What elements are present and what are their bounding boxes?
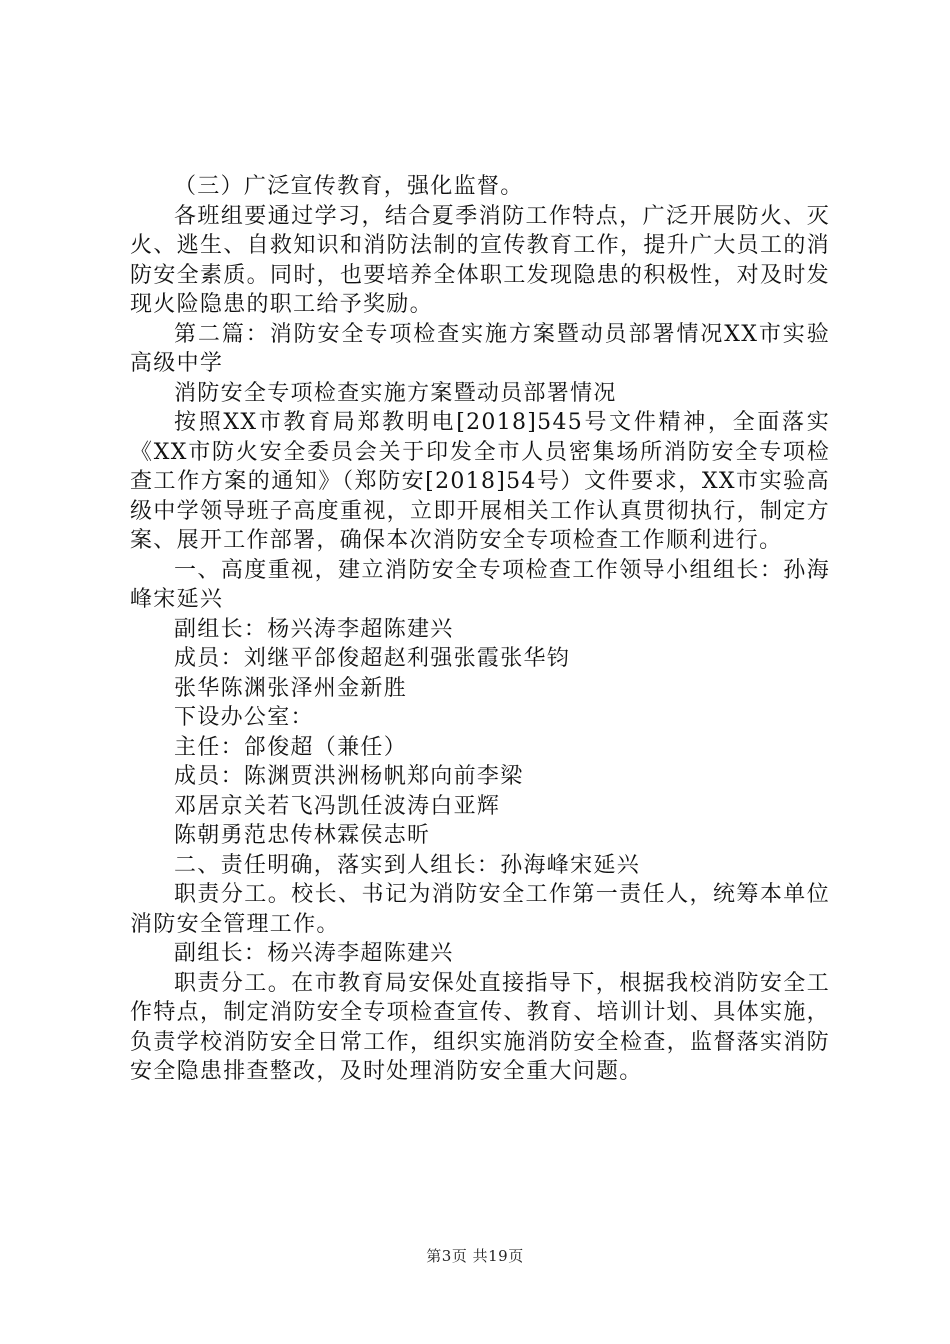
member-line: 副组长：杨兴涛李超陈建兴 <box>174 941 454 966</box>
member-line: 副组长：杨兴涛李超陈建兴 <box>174 616 454 642</box>
paragraph: 职责分工。在市教育局安保处直接指导下，根据我校消防安全工作特点，制定消防安全专项检查宣传、教育、培训计划、具体实施，负责学校消防安全日常工作，组织实施消防安全检查，监督落实消防安全隐患排查整改，及时处理消防安全重大问题。 <box>130 970 830 1084</box>
member-line: 陈朝勇范忠传林霖侯志昕 <box>174 823 431 848</box>
member-line: 张华陈渊张泽州金新胜 <box>174 675 408 701</box>
page-number: 第3页 共19页 <box>426 1247 524 1265</box>
chapter-subtitle: 消防安全专项检查实施方案暨动员部署情况 <box>174 380 617 406</box>
chapter-heading: 第二篇：消防安全专项检查实施方案暨动员部署情况XX市实验高级中学 <box>130 321 830 376</box>
member-line: 主任：郃俊超（兼任） <box>174 734 408 760</box>
member-line: 成员：刘继平郃俊超赵利强张霞张华钧 <box>174 646 571 671</box>
paragraph: 按照XX市教育局郑教明电[2018]545号文件精神，全面落实《XX市防火安全委员会关于印发全市人员密集场所消防安全专项检查工作方案的通知》（郑防安[2018]54号）文件要求，XX市实验高级中学领导班子高度重视，立即开展相关工作认真贯彻执行，制定方案、展开工作部署，确保本次消防安全专项检查工作顺利进行。 <box>130 410 830 553</box>
section-heading: 一、高度重视，建立消防安全专项检查工作领导小组组长：孙海峰宋延兴 <box>130 557 830 612</box>
paragraph: 职责分工。校长、书记为消防安全工作第一责任人，统筹本单位消防安全管理工作。 <box>130 882 830 937</box>
section-heading: （三）广泛宣传教育，强化监督。 <box>174 174 524 199</box>
member-line: 成员：陈渊贾洪洲杨帆郑向前李梁 <box>174 764 524 789</box>
member-line: 邓居京关若飞冯凯任波涛白亚辉 <box>174 793 501 819</box>
document-body <box>130 172 830 1087</box>
paragraph: 各班组要通过学习，结合夏季消防工作特点，广泛开展防火、灭火、逃生、自救知识和消防法制的宣传教育工作，提升广大员工的消防安全素质。同时，也要培养全体职工发现隐患的积极性，对及时发现火险隐患的职工给予奖励。 <box>130 203 830 317</box>
section-heading: 二、责任明确，落实到人组长：孙海峰宋延兴 <box>174 852 641 878</box>
member-line: 下设办公室： <box>174 705 314 730</box>
